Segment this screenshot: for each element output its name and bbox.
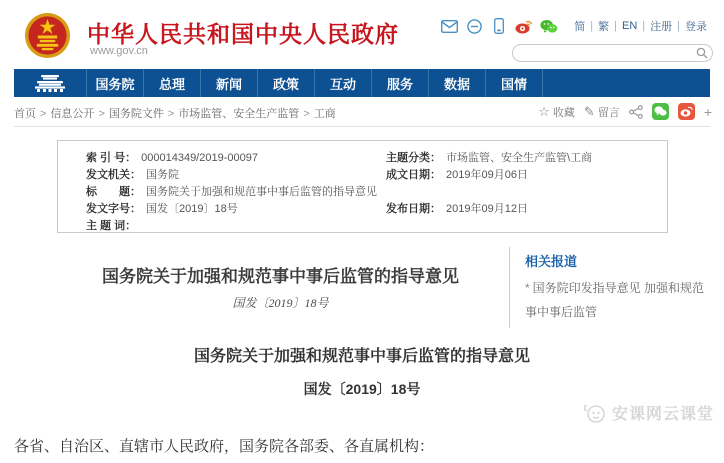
article-title: 国务院关于加强和规范事中事后监管的指导意见 [193, 348, 530, 365]
meta-label: 发文字号： [86, 203, 141, 215]
national-emblem-logo[interactable] [24, 12, 71, 59]
breadcrumb-separator: > [167, 108, 175, 120]
breadcrumb-separator: > [98, 108, 105, 120]
meta-row-issuing-org [86, 167, 396, 184]
preview-doc-number: 国发〔2019〕18号 [232, 296, 329, 310]
breadcrumb-market-supervision[interactable]: 市场监管、安全生产监管 [178, 108, 300, 120]
main-nav [14, 69, 710, 97]
header-divider [14, 126, 710, 127]
nav-filler [542, 69, 710, 97]
related-report-text: 国务院印发指导意见 加强和规范事中事后监管 [525, 281, 705, 319]
nav-item-state-council[interactable]: 国务院 [86, 69, 143, 97]
meta-row-spacer [386, 184, 656, 201]
weibo-icon[interactable] [515, 17, 533, 35]
weibo-share-icon [680, 106, 693, 117]
article-doc-number: 国发〔2019〕18号 [303, 381, 421, 397]
site-search [512, 44, 713, 62]
meta-row-publish-date [386, 201, 656, 218]
preview-title: 国务院关于加强和规范事中事后监管的指导意见 [102, 267, 459, 286]
meta-value: 国务院关于加强和规范事中事后监管的指导意见 [146, 186, 377, 198]
share-weibo-button[interactable] [678, 103, 695, 120]
search-input[interactable] [513, 46, 692, 60]
meta-row-topic-category [386, 150, 656, 167]
meta-row-doc-number [86, 201, 396, 218]
login-link[interactable]: 登录 [685, 21, 707, 33]
meta-label: 索 引 号： [86, 152, 137, 164]
lang-simplified-link[interactable]: 简 [574, 21, 586, 33]
nav-item-premier[interactable]: 总理 [143, 69, 200, 97]
nav-item-news[interactable]: 新闻 [200, 69, 257, 97]
favorite-label: 收藏 [552, 106, 575, 119]
header-utility-bar [440, 17, 712, 35]
bullet-marker: * [525, 281, 530, 295]
nav-item-data[interactable]: 数据 [428, 69, 485, 97]
document-meta-box [57, 140, 668, 233]
meta-value: 国发〔2019〕18号 [146, 203, 238, 215]
pencil-icon: ✎ [583, 103, 595, 119]
search-icon[interactable] [692, 45, 712, 61]
meta-label: 成文日期： [386, 169, 441, 181]
mail-icon[interactable] [440, 17, 458, 35]
link-separator: | [642, 20, 646, 32]
national-emblem-icon [24, 12, 71, 59]
register-link[interactable]: 注册 [650, 21, 673, 33]
meta-value: 2019年09月12日 [446, 203, 528, 215]
wechat-icon[interactable] [540, 17, 558, 35]
meta-label: 标 题： [86, 186, 141, 198]
meta-label: 发布日期： [386, 203, 441, 215]
related-reports-panel [509, 247, 709, 328]
meta-left-column [86, 150, 396, 235]
wechat-share-icon [654, 106, 667, 117]
document-preview [57, 250, 504, 311]
article-body-first-line: 各省、自治区、直辖市人民政府，国务院各部委、各直属机构： [14, 438, 435, 455]
breadcrumb-separator: > [303, 108, 310, 120]
comment-button[interactable] [584, 104, 620, 120]
share-button[interactable] [629, 105, 643, 119]
nav-item-policy[interactable]: 政策 [257, 69, 314, 97]
share-icon [629, 105, 643, 119]
mobile-app-icon[interactable] [490, 17, 508, 35]
meta-row-title [86, 184, 396, 201]
breadcrumb [14, 105, 336, 121]
lang-english-link[interactable]: EN [622, 20, 638, 32]
breadcrumb-info-disclosure[interactable]: 信息公开 [50, 108, 95, 120]
meta-value: 国务院 [146, 169, 179, 181]
breadcrumb-state-council-docs[interactable]: 国务院文件 [108, 108, 164, 120]
link-separator: | [590, 20, 594, 32]
related-reports-heading: 相关报道 [525, 254, 578, 269]
meta-row-written-date [386, 167, 656, 184]
meta-row-keywords [86, 218, 396, 235]
watermark-text: 安课网云课堂 [611, 406, 714, 423]
watermark [583, 401, 714, 424]
nav-item-services[interactable]: 服务 [371, 69, 428, 97]
site-title: 中华人民共和国中央人民政府 [87, 21, 399, 47]
link-separator: | [677, 20, 680, 32]
more-share-button[interactable]: + [703, 103, 712, 120]
breadcrumb-industry-commerce[interactable]: 工商 [313, 108, 336, 120]
meta-value: 000014349/2019-00097 [141, 152, 258, 164]
site-header [0, 0, 724, 67]
meta-right-column [386, 150, 656, 218]
page-action-bar [538, 103, 712, 120]
lang-traditional-link[interactable]: 繁 [598, 21, 610, 33]
link-separator: | [614, 20, 617, 32]
language-links [569, 18, 712, 34]
breadcrumb-separator: > [40, 108, 47, 120]
related-report-link[interactable] [525, 276, 709, 324]
meta-label: 主 题 词： [86, 220, 137, 232]
meta-row-index [86, 150, 396, 167]
share-wechat-button[interactable] [652, 103, 669, 120]
meta-value: 2019年09月06日 [446, 169, 528, 181]
breadcrumb-home[interactable]: 首页 [14, 108, 36, 120]
star-icon: ☆ [538, 103, 550, 119]
watermark-logo-icon [583, 402, 607, 424]
nav-item-national-conditions[interactable]: 国情 [485, 69, 542, 97]
meta-value: 市场监管、安全生产监管\工商 [446, 152, 593, 164]
favorite-button[interactable] [538, 104, 575, 120]
comment-label: 留言 [597, 106, 620, 119]
meta-label: 主题分类： [386, 152, 441, 164]
nav-home-tiananmen-icon[interactable] [14, 69, 86, 97]
site-url: www.gov.cn [90, 45, 148, 57]
rss-circle-icon[interactable] [465, 17, 483, 35]
nav-item-interact[interactable]: 互动 [314, 69, 371, 97]
meta-label: 发文机关： [86, 169, 141, 181]
